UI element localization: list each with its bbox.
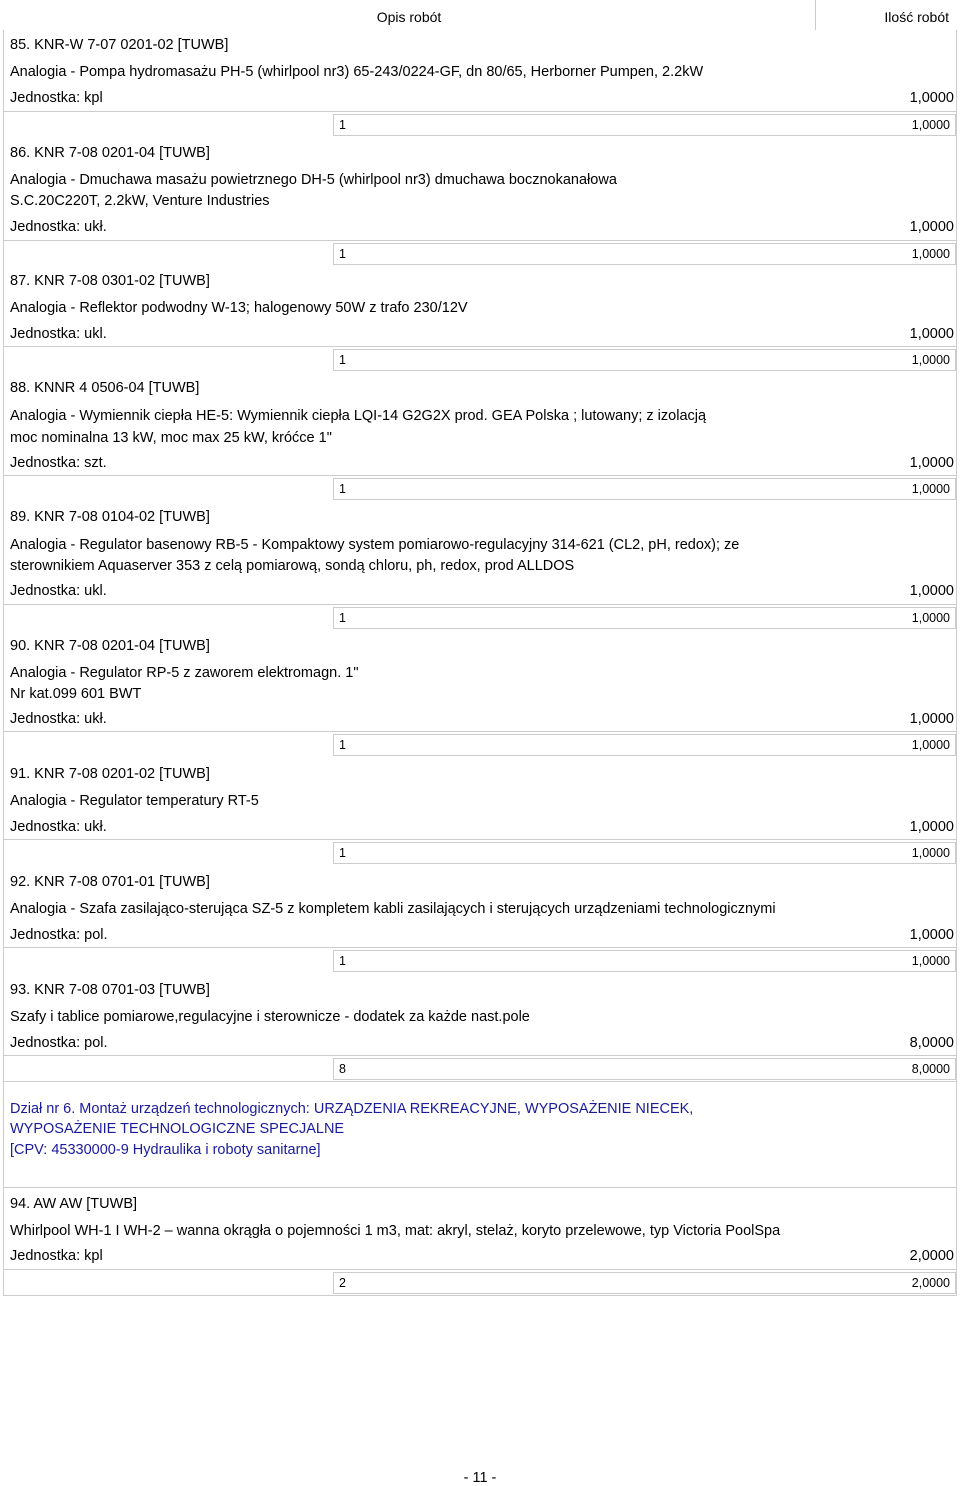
item-code: 88. KNNR 4 0506-04 [TUWB]	[10, 380, 200, 396]
item-unit-value: 1,0000	[909, 455, 954, 471]
item-description: Analogia - Reflektor podwodny W-13; halogenowy 50W z trafo 230/12V	[10, 300, 468, 316]
row-separator	[3, 1269, 957, 1270]
quantity-count: 8	[339, 1062, 346, 1076]
item-unit-value: 1,0000	[909, 90, 954, 106]
item-unit: Jednostka: pol.	[10, 927, 108, 943]
section-title-2: WYPOSAŻENIE TECHNOLOGICZNE SPECJALNE	[10, 1121, 345, 1137]
item-unit-value: 1,0000	[909, 583, 954, 599]
quantity-row	[333, 1272, 956, 1294]
row-separator	[3, 1055, 957, 1056]
quantity-value: 1,0000	[911, 118, 950, 132]
table-header	[3, 0, 957, 30]
row-separator	[3, 346, 957, 347]
quantity-row	[333, 607, 956, 629]
item-code: 85. KNR-W 7-07 0201-02 [TUWB]	[10, 37, 229, 53]
quantity-value: 1,0000	[911, 954, 950, 968]
quantity-row	[333, 114, 956, 136]
item-unit-value: 8,0000	[909, 1035, 954, 1051]
quantity-value: 1,0000	[911, 738, 950, 752]
item-description-2: S.C.20C220T, 2.2kW, Venture Industries	[10, 193, 270, 209]
item-description: Szafy i tablice pomiarowe,regulacyjne i sterownicze - dodatek za każde nast.pole	[10, 1009, 530, 1025]
item-description: Analogia - Regulator temperatury RT-5	[10, 793, 259, 809]
header-opis: Opis robót	[376, 9, 442, 25]
header-description-cell	[3, 0, 816, 30]
section-cpv: [CPV: 45330000-9 Hydraulika i roboty sanitarne]	[10, 1142, 321, 1158]
item-code: 86. KNR 7-08 0201-04 [TUWB]	[10, 145, 210, 161]
item-unit-value: 1,0000	[909, 819, 954, 835]
row-separator	[3, 1187, 957, 1188]
quantity-count: 1	[339, 954, 346, 968]
item-description-2: sterownikiem Aquaserver 353 z celą pomiarową, sondą chloru, ph, redox, prod ALLDOS	[10, 558, 575, 574]
item-code: 93. KNR 7-08 0701-03 [TUWB]	[10, 982, 210, 998]
row-separator	[3, 839, 957, 840]
item-unit: Jednostka: ukł.	[10, 711, 107, 727]
item-description: Analogia - Wymiennik ciepła HE-5: Wymiennik ciepła LQI-14 G2G2X prod. GEA Polska ; lutowany; z izolacją	[10, 408, 707, 424]
item-unit-value: 1,0000	[909, 326, 954, 342]
quantity-value: 1,0000	[911, 247, 950, 261]
item-description: Analogia - Szafa zasilająco-sterująca SZ-5 z kompletem kabli zasilających i sterujących urządzeniami technologicznymi	[10, 901, 776, 917]
item-unit: Jednostka: ukł.	[10, 219, 107, 235]
quantity-count: 1	[339, 118, 346, 132]
item-unit: Jednostka: kpl	[10, 1248, 103, 1264]
quantity-value: 1,0000	[911, 482, 950, 496]
header-ilosc: Ilość robót	[884, 9, 949, 25]
quantity-row	[333, 349, 956, 371]
item-unit-value: 1,0000	[909, 927, 954, 943]
item-description: Analogia - Dmuchawa masażu powietrznego DH-5 (whirlpool nr3) dmuchawa bocznokanałowa	[10, 172, 617, 188]
row-separator	[3, 604, 957, 605]
item-unit-value: 2,0000	[909, 1248, 954, 1264]
quantity-value: 2,0000	[911, 1276, 950, 1290]
quantity-row	[333, 1058, 956, 1080]
quantity-row	[333, 243, 956, 265]
quantity-count: 1	[339, 247, 346, 261]
row-separator	[3, 1081, 957, 1082]
item-code: 87. KNR 7-08 0301-02 [TUWB]	[10, 273, 210, 289]
quantity-row	[333, 734, 956, 756]
item-unit: Jednostka: ukl.	[10, 583, 107, 599]
quantity-count: 1	[339, 482, 346, 496]
row-separator	[3, 475, 957, 476]
row-separator	[3, 240, 957, 241]
quantity-value: 8,0000	[911, 1062, 950, 1076]
quantity-row	[333, 950, 956, 972]
item-unit: Jednostka: kpl	[10, 90, 103, 106]
item-description: Analogia - Regulator RP-5 z zaworem elektromagn. 1"	[10, 665, 359, 681]
row-separator	[3, 731, 957, 732]
quantity-row	[333, 842, 956, 864]
item-unit-value: 1,0000	[909, 219, 954, 235]
quantity-value: 1,0000	[911, 846, 950, 860]
quantity-count: 2	[339, 1276, 346, 1290]
item-code: 91. KNR 7-08 0201-02 [TUWB]	[10, 766, 210, 782]
item-unit: Jednostka: ukl.	[10, 326, 107, 342]
section-title: Dział nr 6. Montaż urządzeń technologicznych: URZĄDZENIA REKREACYJNE, WYPOSAŻENIE NIECEK,	[10, 1101, 694, 1117]
item-code: 89. KNR 7-08 0104-02 [TUWB]	[10, 509, 210, 525]
page-number: - 11 -	[463, 1470, 497, 1486]
item-unit-value: 1,0000	[909, 711, 954, 727]
row-separator	[3, 111, 957, 112]
row-separator	[3, 947, 957, 948]
item-code: 90. KNR 7-08 0201-04 [TUWB]	[10, 638, 210, 654]
quantity-count: 1	[339, 353, 346, 367]
quantity-value: 1,0000	[911, 611, 950, 625]
item-description-2: moc nominalna 13 kW, moc max 25 kW, króćce 1"	[10, 430, 332, 446]
quantity-count: 1	[339, 738, 346, 752]
item-unit: Jednostka: ukł.	[10, 819, 107, 835]
quantity-value: 1,0000	[911, 353, 950, 367]
item-description-2: Nr kat.099 601 BWT	[10, 686, 142, 702]
item-unit: Jednostka: szt.	[10, 455, 107, 471]
item-unit: Jednostka: pol.	[10, 1035, 108, 1051]
item-description: Analogia - Regulator basenowy RB-5 - Kompaktowy system pomiarowo-regulacyjny 314-621 (CL2, pH, redox); ze	[10, 537, 740, 553]
item-code: 92. KNR 7-08 0701-01 [TUWB]	[10, 874, 210, 890]
item-code: 94. AW AW [TUWB]	[10, 1196, 138, 1212]
item-description: Whirlpool WH-1 I WH-2 – wanna okrągła o pojemności 1 m3, mat: akryl, stelaż, koryto przelewowe, typ Victoria PoolSpa	[10, 1223, 781, 1239]
quantity-row	[333, 478, 956, 500]
quantity-count: 1	[339, 611, 346, 625]
item-description: Analogia - Pompa hydromasażu PH-5 (whirlpool nr3) 65-243/0224-GF, dn 80/65, Herborner Pumpen, 2.2kW	[10, 64, 704, 80]
quantity-count: 1	[339, 846, 346, 860]
